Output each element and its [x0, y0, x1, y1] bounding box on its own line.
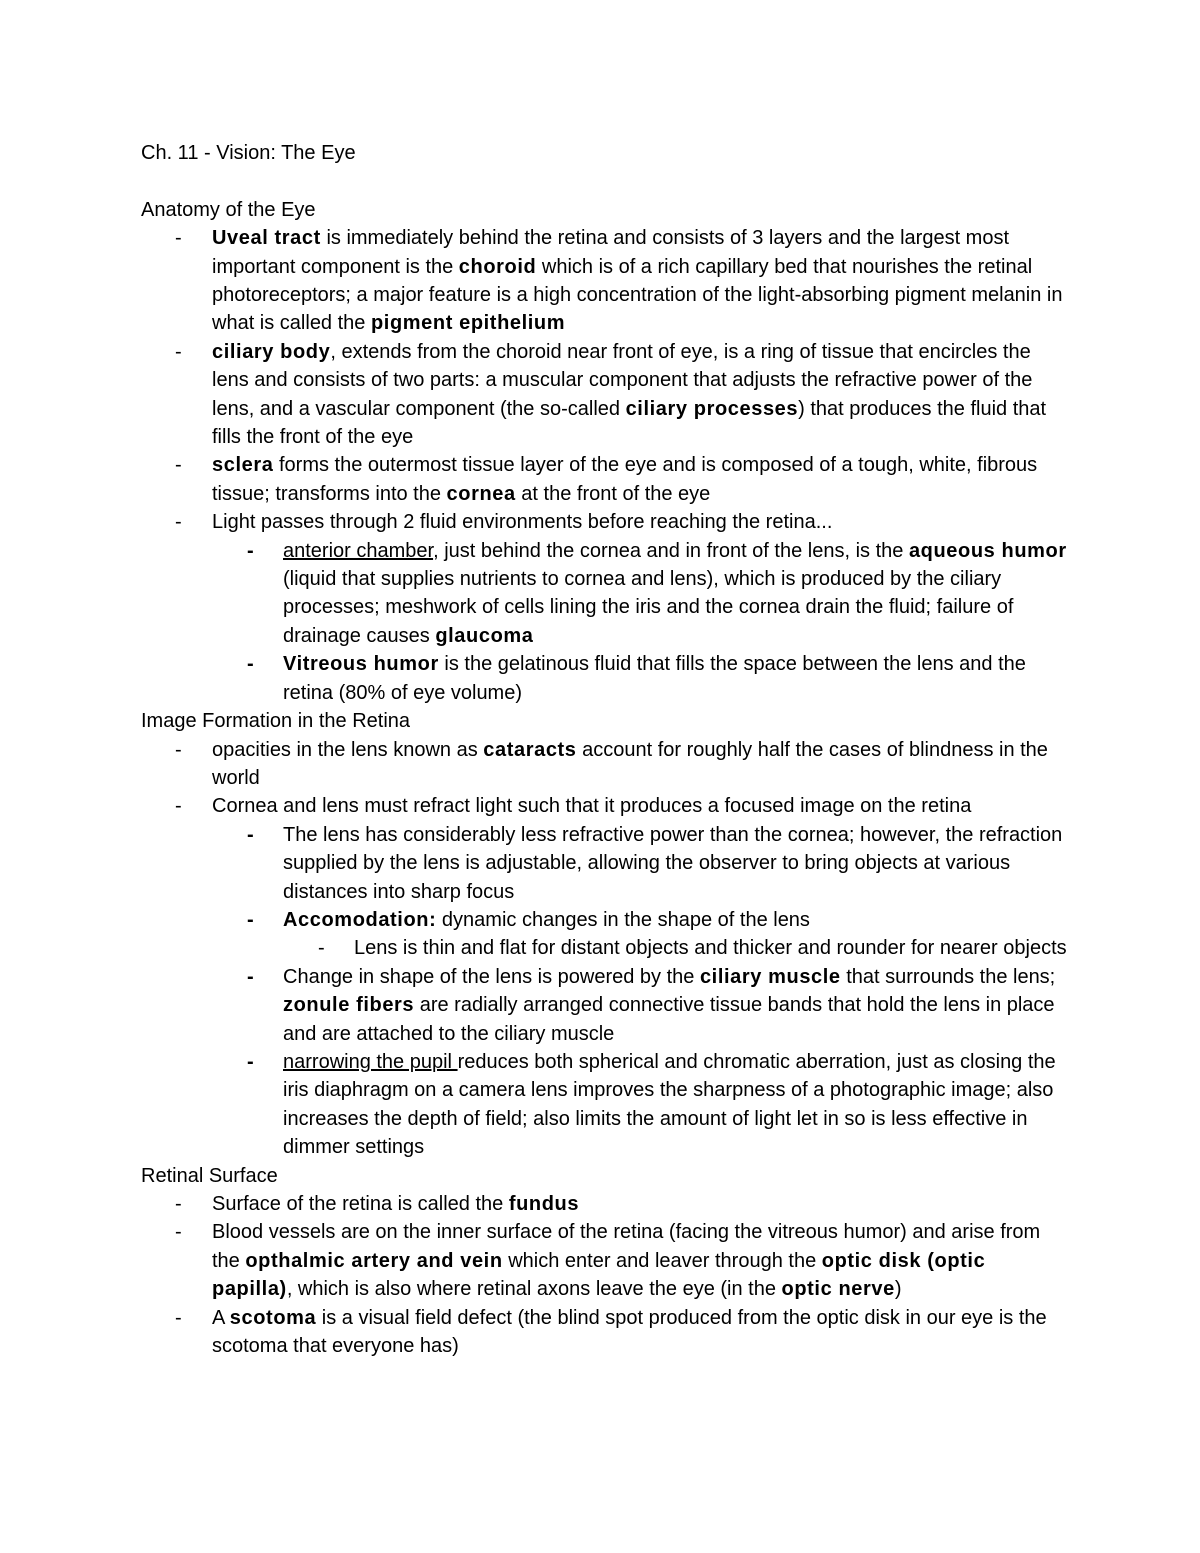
- bold-term: ciliary body: [212, 340, 331, 363]
- document-section: [141, 196, 1071, 707]
- bullet-list-level-3: [283, 934, 1071, 962]
- text-run: which is of a rich capillary bed that nourishes the retinal photoreceptors; a major feature is a high concentration of the light-absorbing pigment melanin in what is called the: [212, 255, 1063, 335]
- bullet-marker: -: [175, 1221, 182, 1244]
- bold-term: glaucoma: [435, 624, 534, 647]
- text-run: Lens is thin and flat for distant objects and thicker and rounder for nearer objects: [354, 937, 1067, 960]
- section-heading: Retinal Surface: [141, 1164, 278, 1187]
- text-run: , just behind the cornea and in front of the lens, is the: [433, 539, 909, 562]
- text-run: that surrounds the lens;: [840, 965, 1056, 988]
- bullet-marker: -: [175, 227, 182, 250]
- list-item-text: [283, 909, 810, 931]
- text-run: The lens has considerably less refractive power than the cornea; however, the refraction supplied by the lens is adjustable, allowing the observer to bring objects at various distances into sharp focus: [283, 823, 1063, 903]
- bullet-marker: -: [175, 340, 182, 363]
- list-item-text: [283, 966, 1055, 1045]
- list-item: [141, 736, 1071, 793]
- list-item: [212, 650, 1071, 707]
- list-item: [141, 1218, 1071, 1303]
- bullet-marker: -: [247, 908, 254, 931]
- bullet-list-level-1: [141, 736, 1071, 1162]
- bullet-marker: -: [247, 823, 254, 846]
- bold-term: fundus: [508, 1193, 580, 1216]
- list-item-text: [212, 341, 1046, 448]
- bold-term: zonule fibers: [283, 994, 415, 1017]
- document-title: Ch. 11 - Vision: The Eye: [141, 142, 356, 164]
- text-run: is the gelatinous fluid that fills the space between the lens and the retina (80% of eye volume): [283, 653, 1026, 704]
- bold-term: Vitreous humor: [283, 653, 439, 676]
- text-run: at the front of the eye: [515, 482, 711, 505]
- list-item-text: [283, 1051, 1056, 1158]
- list-item-text: [212, 454, 1037, 504]
- section-heading: Image Formation in the Retina: [141, 710, 411, 733]
- list-item: [141, 1190, 1071, 1218]
- bullet-marker: -: [247, 653, 254, 676]
- list-item: [141, 224, 1071, 338]
- list-item: [141, 451, 1071, 508]
- list-item-text: [283, 540, 1067, 647]
- list-item-text: [212, 511, 832, 533]
- section-heading: Anatomy of the Eye: [141, 198, 316, 221]
- list-item: [212, 963, 1071, 1048]
- bullet-marker: -: [247, 539, 254, 562]
- bold-term: optic disk (optic papilla): [212, 1249, 986, 1301]
- text-run: ) that produces the fluid that fills the front of the eye: [212, 397, 1047, 449]
- bold-term: ciliary muscle: [699, 965, 841, 988]
- list-item: [141, 792, 1071, 1161]
- bullet-list-level-2: [212, 821, 1071, 1162]
- bold-term: opthalmic artery and vein: [245, 1249, 503, 1272]
- list-item: [212, 906, 1071, 963]
- list-item: [212, 1048, 1071, 1162]
- list-item-text: [212, 1307, 1047, 1357]
- list-item-text: [354, 937, 1067, 959]
- text-run: Surface of the retina is called the: [212, 1193, 509, 1216]
- bullet-list-level-1: [141, 1190, 1071, 1360]
- text-run: Blood vessels are on the inner surface of the retina (facing the vitreous humor) and arise from the: [212, 1221, 1041, 1272]
- bullet-marker: -: [247, 1050, 254, 1073]
- bold-term: pigment epithelium: [370, 312, 566, 335]
- list-item: [141, 508, 1071, 707]
- text-run: Change in shape of the lens is powered by the: [283, 965, 700, 988]
- list-item: [141, 338, 1071, 452]
- text-run: (liquid that supplies nutrients to cornea and lens), which is produced by the ciliary processes; meshwork of cells lining the iris and the cornea drain the fluid; failure of drainage causes: [283, 568, 1014, 647]
- bullet-list-level-2: [212, 537, 1071, 707]
- bold-term: aqueous humor: [908, 539, 1067, 562]
- bold-term: choroid: [458, 255, 537, 278]
- bullet-marker: -: [175, 454, 182, 477]
- list-item-text: [212, 227, 1063, 334]
- text-run: is a visual field defect (the blind spot produced from the optic disk in our eye is the scotoma that everyone has): [212, 1306, 1047, 1358]
- list-item-text: [283, 824, 1062, 903]
- text-run: account for roughly half the cases of blindness in the world: [212, 738, 1048, 789]
- bold-term: Uveal tract: [212, 227, 321, 250]
- bold-term: cornea: [446, 482, 516, 505]
- bold-term: Accomodation:: [283, 908, 437, 931]
- text-run: Light passes through 2 fluid environments before reaching the retina...: [212, 511, 833, 534]
- document-body: [141, 196, 1071, 1361]
- text-run: Cornea and lens must refract light such that it produces a focused image on the retina: [212, 795, 972, 818]
- text-run: ): [894, 1278, 902, 1301]
- list-item: [283, 934, 1071, 962]
- document-page: [141, 139, 1071, 1360]
- text-run: forms the outermost tissue layer of the eye and is composed of a tough, white, fibrous tissue; transforms into the: [212, 454, 1038, 505]
- bullet-marker: -: [175, 738, 182, 761]
- text-run: , extends from the choroid near front of eye, is a ring of tissue that encircles the lens and consists of two parts: a muscular component that adjusts the refractive power of the lens, and a vascular component (the so-called: [212, 340, 1033, 420]
- text-run: which enter and leaver through the: [502, 1249, 822, 1272]
- bullet-marker: -: [175, 795, 182, 818]
- text-run: dynamic changes in the shape of the lens: [436, 908, 810, 931]
- bullet-marker: -: [247, 965, 254, 988]
- list-item-text: [212, 739, 1048, 789]
- text-run: are radially arranged connective tissue bands that hold the lens in place and are attached to the ciliary muscle: [283, 994, 1055, 1045]
- list-item: [212, 537, 1071, 651]
- document-section: [141, 707, 1071, 1162]
- text-run: reduces both spherical and chromatic aberration, just as closing the iris diaphragm on a camera lens improves the sharpness of a photographic image; also increases the depth of field; also limits the amount of light let in so is less effective in dimmer settings: [283, 1050, 1056, 1159]
- list-item-text: [212, 1221, 1040, 1300]
- bold-term: optic nerve: [781, 1278, 895, 1301]
- bold-term: sclera: [212, 454, 274, 477]
- list-item-text: [283, 653, 1026, 703]
- bullet-marker: -: [175, 1306, 182, 1329]
- text-run: A: [212, 1306, 230, 1329]
- text-run: is immediately behind the retina and consists of 3 layers and the largest most important component is the: [212, 227, 1010, 278]
- bold-term: ciliary processes: [625, 397, 799, 420]
- list-item: [212, 821, 1071, 906]
- bullet-list-level-1: [141, 224, 1071, 707]
- underlined-term: anterior chamber: [283, 539, 434, 562]
- underlined-term: narrowing the pupil: [283, 1050, 458, 1073]
- list-item-text: [212, 1193, 579, 1215]
- text-run: opacities in the lens known as: [212, 738, 484, 761]
- bold-term: cataracts: [483, 738, 577, 761]
- document-section: [141, 1162, 1071, 1361]
- list-item: [141, 1304, 1071, 1361]
- bullet-marker: -: [318, 937, 325, 960]
- list-item-text: [212, 795, 971, 817]
- bullet-marker: -: [175, 1193, 182, 1216]
- bold-term: scotoma: [229, 1306, 317, 1329]
- bullet-marker: -: [175, 511, 182, 534]
- text-run: , which is also where retinal axons leave the eye (in the: [286, 1278, 782, 1301]
